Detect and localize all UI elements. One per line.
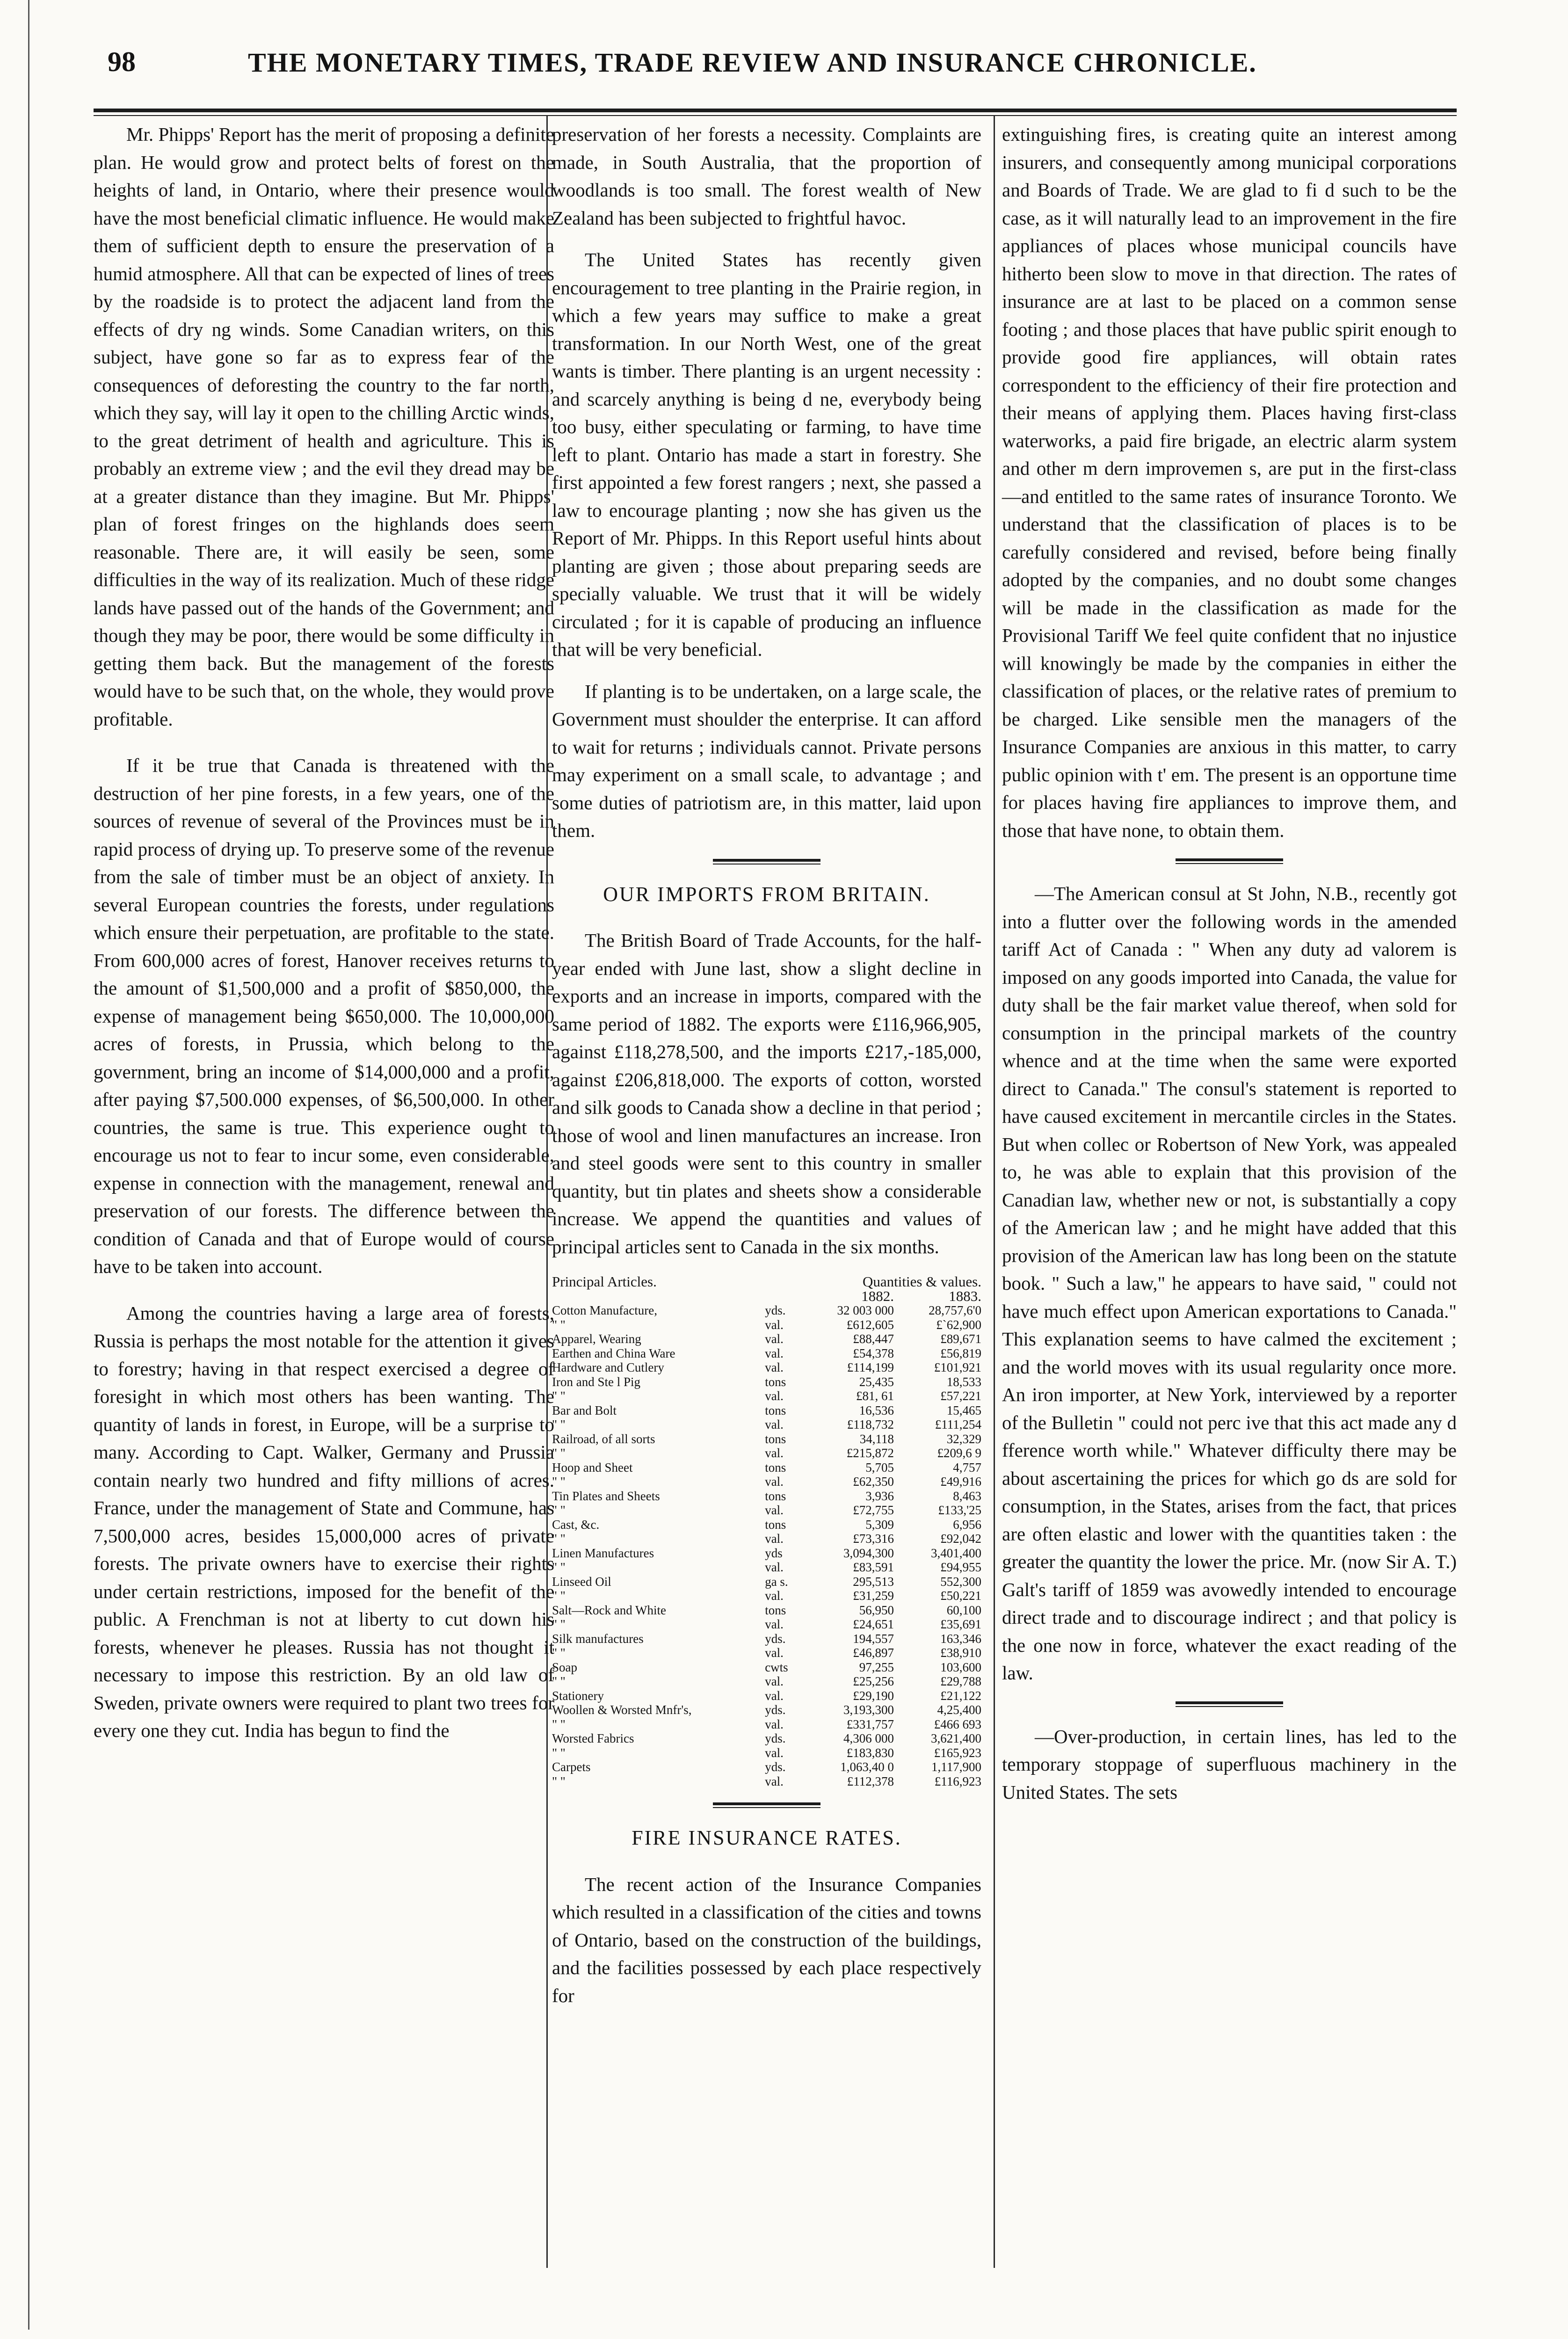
- table-cell-article: Woollen & Worsted Mnfr's,: [552, 1703, 692, 1717]
- page-edge-mark: [28, 0, 29, 2330]
- table-cell-article: " ": [552, 1717, 566, 1731]
- table-cell-1883: £57,221: [940, 1389, 981, 1403]
- section-rule: [1176, 1701, 1283, 1707]
- table-cell-1882: 97,255: [859, 1660, 894, 1674]
- table-cell-unit: ga s.: [765, 1574, 788, 1589]
- table-cell-1883: £38,910: [940, 1646, 981, 1660]
- table-row: [552, 1518, 981, 1532]
- table-cell-unit: val.: [765, 1560, 784, 1574]
- table-cell-1883: 163,346: [940, 1631, 981, 1646]
- table-cell-article: Salt—Rock and White: [552, 1603, 666, 1617]
- table-cell-1883: 15,465: [946, 1403, 981, 1417]
- table-cell-article: Railroad, of all sorts: [552, 1431, 655, 1446]
- table-cell-article: " ": [552, 1417, 566, 1431]
- table-cell-1883: £111,254: [935, 1417, 981, 1431]
- table-cell-1883: £35,691: [940, 1617, 981, 1631]
- table-cell-article: " ": [552, 1475, 566, 1489]
- table-cell-1882: £62,350: [853, 1475, 894, 1489]
- table-cell-1882: 5,705: [865, 1460, 894, 1475]
- section-title-fire-insurance: FIRE INSURANCE RATES.: [632, 1826, 902, 1849]
- table-cell-1883: £94,955: [940, 1560, 981, 1574]
- table-cell-1882: £183,830: [846, 1745, 894, 1760]
- table-cell-1882: 25,435: [859, 1374, 894, 1389]
- table-header-1883: 1883.: [949, 1287, 981, 1304]
- table-cell-unit: val.: [765, 1674, 784, 1688]
- page-number: 98: [108, 46, 136, 77]
- table-row: [552, 1318, 981, 1332]
- table-cell-1882: 3,936: [865, 1489, 894, 1503]
- table-row: [552, 1560, 981, 1575]
- table-cell-article: " ": [552, 1774, 566, 1788]
- table-cell-article: " ": [552, 1389, 566, 1403]
- table-row: [552, 1489, 981, 1504]
- table-row: [552, 1446, 981, 1460]
- table-cell-unit: val.: [765, 1688, 784, 1703]
- table-header-group: Quantities & values.: [863, 1273, 981, 1290]
- table-cell-1882: £112,378: [847, 1774, 894, 1788]
- table-row: [552, 1646, 981, 1660]
- section-rule: [1176, 858, 1283, 864]
- table-cell-1883: £`62,900: [936, 1317, 981, 1332]
- table-cell-1883: 28,757,6'0: [929, 1303, 981, 1317]
- table-cell-unit: yds.: [765, 1731, 786, 1745]
- section-rule: [713, 859, 820, 864]
- column-3: [1002, 121, 1457, 1820]
- table-cell-1883: 4,25,400: [937, 1703, 981, 1717]
- header-rule-thick: [94, 109, 1457, 112]
- table-row: [552, 1375, 981, 1389]
- table-cell-unit: val.: [765, 1745, 784, 1760]
- table-cell-1882: £72,755: [853, 1503, 894, 1517]
- table-cell-unit: val.: [765, 1503, 784, 1517]
- paragraph: If it be true that Canada is threatened with the destruction of her pine forests, in a few years, one of the sources of revenue of several of the Provinces must be in rapid process of drying up. To preserve some of the revenue from the sale of timber must be an object of anxiety. In several European countries the forests, under regulations which ensure their perpetuation, are profitable to the state. From 600,000 acres of forest, Hanover receives returns to the amount of $1,500,000 and a profit of $850,000, the expense of management being $650,000. The 10,000,000 acres of forests, in Prussia, which belong to the government, bring an income of $14,000,000 and a profit, after paying $7,500.000 expenses, of $6,500,000. In other countries, the same is true. This experience ought to encourage us not to fear to incur some, even considerable, expense in connection with the management, renewal and preservation of our forests. The difference between the condition of Canada and that of Europe would of course have to be taken into account.: [94, 755, 554, 1277]
- table-cell-1882: £114,199: [847, 1360, 894, 1374]
- table-cell-1883: 3,621,400: [931, 1731, 981, 1745]
- table-row: [552, 1774, 981, 1789]
- table-cell-article: Iron and Ste l Pig: [552, 1374, 640, 1389]
- table-cell-unit: tons: [765, 1489, 786, 1503]
- table-cell-article: Silk manufactures: [552, 1631, 644, 1646]
- table-cell-1883: £29,788: [940, 1674, 981, 1688]
- table-row: [552, 1746, 981, 1760]
- table-cell-1883: 6,956: [953, 1517, 981, 1532]
- table-row: [552, 1360, 981, 1375]
- table-cell-1882: £331,757: [846, 1717, 894, 1731]
- table-cell-1883: £21,122: [940, 1688, 981, 1703]
- table-row: [552, 1475, 981, 1489]
- table-cell-article: Worsted Fabrics: [552, 1731, 634, 1745]
- paragraph: Mr. Phipps' Report has the merit of proposing a definite plan. He would grow and protect belts of forest on the heights of land, in Ontario, where their presence would have the most beneficial climatic influence. He would make them of sufficient depth to ensure the preservation of a humid atmosphere. All that can be expected of lines of trees by the roadside is to protect the adjacent land from the effects of dry ng winds. Some Canadian writers, on this subject, have gone so far as to express fear of the consequences of deforesting the country to the far north, which they say, will lay it open to the chilling Arctic winds, to the great detriment of health and agriculture. This is probably an extreme view ; and the evil they dread may be at a greater distance than they imagine. But Mr. Phipps' plan of forest fringes on the highlands does seem reasonable. There are, it will easily be seen, some difficulties in the way of its realization. Much of these ridge lands have passed out of the hands of the Government; and though they may be poor, there would be some difficulty in getting them back. But the management of the forests would have to be such that, on the whole, they would prove profitable.: [94, 123, 554, 730]
- table-cell-1882: £24,651: [853, 1617, 894, 1631]
- paragraph: preservation of her forests a necessity. Complaints are made, in South Australia, that the proportion of woodlands is too small. The forest wealth of New Zealand has been subjected to frightful havoc.: [552, 123, 981, 229]
- table-cell-1882: 3,094,300: [843, 1546, 894, 1560]
- table-cell-article: Hardware and Cutlery: [552, 1360, 664, 1374]
- table-cell-article: Bar and Bolt: [552, 1403, 617, 1417]
- table-cell-unit: tons: [765, 1460, 786, 1475]
- table-cell-unit: val.: [765, 1360, 784, 1374]
- table-cell-unit: yds.: [765, 1631, 786, 1646]
- table-cell-article: " ": [552, 1589, 566, 1603]
- table-cell-article: Stationery: [552, 1688, 604, 1703]
- table-cell-1882: £31,259: [853, 1589, 894, 1603]
- table-cell-unit: val.: [765, 1389, 784, 1403]
- table-cell-article: " ": [552, 1646, 566, 1660]
- table-cell-unit: tons: [765, 1431, 786, 1446]
- table-row: [552, 1603, 981, 1618]
- table-cell-1882: £83,591: [853, 1560, 894, 1574]
- page-header: [108, 41, 1450, 93]
- table-row: [552, 1389, 981, 1403]
- table-row: [552, 1589, 981, 1603]
- table-cell-1883: 18,533: [946, 1374, 981, 1389]
- header-rule-thin: [94, 115, 1457, 116]
- table-row: [552, 1432, 981, 1446]
- table-cell-unit: yds.: [765, 1703, 786, 1717]
- table-row: [552, 1303, 981, 1318]
- table-row: [552, 1575, 981, 1589]
- table-cell-article: Tin Plates and Sheets: [552, 1489, 660, 1503]
- page-title: THE MONETARY TIMES, TRADE REVIEW AND INSURANCE CHRONICLE.: [248, 47, 1257, 78]
- table-cell-unit: val.: [765, 1317, 784, 1332]
- table-cell-1882: 295,513: [853, 1574, 894, 1589]
- paragraph: The recent action of the Insurance Companies which resulted in a classification of the cities and towns of Ontario, based on the construction of the buildings, and the facilities possessed by each place respectively for: [552, 1873, 981, 2006]
- table-cell-1883: £466 693: [934, 1717, 981, 1731]
- table-cell-unit: yds.: [765, 1760, 786, 1774]
- paragraph: extinguishing fires, is creating quite an interest among insurers, and consequently among municipal corporations and Boards of Trade. We are glad to fi d such to be the case, as it will naturally lead to an improvement in the fire appliances of places whose municipal councils have hitherto been slow to move in that direction. The rates of insurance are at last to be placed on a common sense footing ; and those places that have public spirit enough to provide good fire appliances, will obtain rates correspondent to the efficiency of their fire protection and their means of applying them. Places having first-class waterworks, a paid fire brigade, an electric alarm system and other m dern improvemen s, are put in the first-class —and entitled to the same rates of insurance Toronto. We understand that the classification of places is to be carefully considered and revised, before being finally adopted by the companies, and no doubt some changes will be made in the classification as made for the Provisional Tariff We feel quite confident that no injustice will knowingly be made by the companies in either the classification of places, or the relative rates of premium to be charged. Like sensible men the managers of the Insurance Companies are anxious in this matter, to carry public opinion with t' em. The present is an opportune time for places having fire appliances to improve them, and those that have none, to obtain them.: [1002, 123, 1457, 841]
- table-cell-1882: £118,732: [847, 1417, 894, 1431]
- table-cell-1883: £89,671: [940, 1332, 981, 1346]
- table-row: [552, 1346, 981, 1361]
- table-cell-unit: val.: [765, 1346, 784, 1360]
- table-cell-1882: 32 003 000: [837, 1303, 894, 1317]
- table-cell-1882: £46,897: [853, 1646, 894, 1660]
- table-cell-1883: £101,921: [934, 1360, 981, 1374]
- table-cell-1883: £92,042: [940, 1532, 981, 1546]
- imports-table: [552, 1275, 981, 1788]
- paragraph: —Over-production, in certain lines, has led to the temporary stoppage of superfluous machinery in the United States. The sets: [1002, 1725, 1457, 1803]
- table-cell-1882: £73,316: [853, 1532, 894, 1546]
- column-2: [552, 121, 981, 2024]
- table-row: [552, 1703, 981, 1717]
- table-row: [552, 1503, 981, 1518]
- table-cell-unit: cwts: [765, 1660, 788, 1674]
- table-cell-1882: £215,872: [846, 1446, 894, 1460]
- table-cell-1882: 1,063,40 0: [840, 1760, 894, 1774]
- table-cell-unit: val.: [765, 1446, 784, 1460]
- table-cell-article: Earthen and China Ware: [552, 1346, 675, 1360]
- table-cell-unit: val.: [765, 1774, 784, 1788]
- table-cell-1883: 8,463: [953, 1489, 981, 1503]
- table-cell-unit: tons: [765, 1403, 786, 1417]
- table-cell-1883: 32,329: [946, 1431, 981, 1446]
- table-cell-article: Soap: [552, 1660, 577, 1674]
- table-cell-1883: £133,'25: [938, 1503, 981, 1517]
- table-row: [552, 1689, 981, 1703]
- table-cell-1882: £88,447: [853, 1332, 894, 1346]
- table-row: [552, 1717, 981, 1732]
- table-row: [552, 1674, 981, 1689]
- table-row: [552, 1403, 981, 1418]
- table-cell-article: " ": [552, 1317, 566, 1332]
- table-row: [552, 1532, 981, 1546]
- table-cell-article: " ": [552, 1503, 566, 1517]
- column-1: [94, 121, 554, 1759]
- table-cell-unit: val.: [765, 1617, 784, 1631]
- table-cell-article: " ": [552, 1617, 566, 1631]
- table-cell-unit: tons: [765, 1603, 786, 1617]
- table-cell-1883: £56,819: [940, 1346, 981, 1360]
- table-row: [552, 1546, 981, 1561]
- paragraph: Among the countries having a large area of forests, Russia is perhaps the most notable for the attention it gives to forestry; having in that respect exercised a degree of foresight in which most others has been wanting. The quantity of lands in forest, in Europe, will be a surprise to many. According to Capt. Walker, Germany and Prussia contain nearly two hundred and fifty millions of acres. France, under the management of State and Commune, has 7,500,000 acres, besides 15,000,000 acres of private forests. The private owners have to exercise their rights under certain restrictions, imposed for the benefit of the public. A Frenchman is not at liberty to cut down his forests, whenever he pleases. Russia has not thought it necessary to impose this restriction. By an old law of Sweden, private owners were required to plant two trees for every one they cut. India has begun to find the: [94, 1302, 554, 1741]
- table-cell-1883: £116,923: [934, 1774, 981, 1788]
- table-cell-1882: 3,193,300: [843, 1703, 894, 1717]
- table-row: [552, 1760, 981, 1774]
- table-cell-1882: 4,306 000: [843, 1731, 894, 1745]
- table-cell-unit: tons: [765, 1374, 786, 1389]
- table-cell-article: Cast, &c.: [552, 1517, 600, 1532]
- table-cell-1882: £29,190: [853, 1688, 894, 1703]
- table-cell-unit: yds.: [765, 1303, 786, 1317]
- table-cell-article: " ": [552, 1446, 566, 1460]
- table-cell-article: " ": [552, 1745, 566, 1760]
- table-row: [552, 1617, 981, 1632]
- table-cell-unit: val.: [765, 1717, 784, 1731]
- table-cell-1882: £612,605: [846, 1317, 894, 1332]
- table-cell-1883: 552,300: [940, 1574, 981, 1589]
- table-cell-1883: 1,117,900: [931, 1760, 981, 1774]
- table-cell-1882: 5,309: [865, 1517, 894, 1532]
- table-row: [552, 1660, 981, 1675]
- table-cell-1883: £165,923: [934, 1745, 981, 1760]
- table-cell-unit: yds: [765, 1546, 783, 1560]
- paragraph: The United States has recently given encouragement to tree planting in the Prairie region, in which a few years may suffice to make a great transformation. In our North West, one of the great wants is timber. There planting is an urgent necessity : and scarcely anything is being d ne, everybody being too busy, either speculating or farming, to have time left to plant. Ontario has made a start in forestry. She first appointed a few forest rangers ; next, she passed a law to encourage planting ; now she has given us the Report of Mr. Phipps. In this Report useful hints about planting are given ; those about preparing seeds are specially valuable. We trust that it will be widely circulated ; for it is capable of producing an influence that will be very beneficial.: [552, 249, 981, 660]
- table-cell-1882: 16,536: [859, 1403, 894, 1417]
- table-cell-unit: val.: [765, 1532, 784, 1546]
- table-cell-article: Linen Manufactures: [552, 1546, 654, 1560]
- table-row: [552, 1632, 981, 1646]
- table-cell-1883: 103,600: [940, 1660, 981, 1674]
- table-cell-article: " ": [552, 1532, 566, 1546]
- table-cell-1882: £81, 61: [856, 1389, 894, 1403]
- table-cell-1882: £54,378: [853, 1346, 894, 1360]
- table-cell-unit: val.: [765, 1417, 784, 1431]
- table-cell-article: Linseed Oil: [552, 1574, 611, 1589]
- table-cell-1883: 60,100: [946, 1603, 981, 1617]
- table-header-1882: 1882.: [861, 1287, 894, 1304]
- table-cell-1882: 194,557: [853, 1631, 894, 1646]
- table-cell-1883: 3,401,400: [931, 1546, 981, 1560]
- table-row: [552, 1460, 981, 1475]
- paragraph: —The American consul at St John, N.B., recently got into a flutter over the following words in the amended tariff Act of Canada : " When any duty ad valorem is imposed on any goods imported into Canada, the value for duty shall be the fair market value thereof, when sold for consumption in the principal markets of the country whence and at the time when the same were exported direct to Canada." The consul's statement is reported to have caused excitement in mercantile circles in the States. But when collec or Robertson of New York, was appealed to, he was able to explain that this provision of the Canadian law, whether new or not, is substantially a copy of the American law ; and he might have added that this provision of the American law has long been on the statute book. " Such a law," he appears to have said, " could not have much effect upon American exportations to Canada." This explanation seems to have calmed the excitement ; and the world moves with its usual regularity once more. An iron importer, at New York, interviewed by a reporter of the Bulletin " could not perc ive that this act made any d fference worth while." Whatever difficulty there may be about ascertaining the prices for which go ds are sold for consumption, in the States, arises from the fact, that prices are often elastic and lower with the quantities taken : the greater the quantity the lower the price. Mr. (now Sir A. T.) Galt's tariff of 1859 was avowedly intended to encourage direct trade and to discourage indirect ; and that policy is the one now in force, whatever the exact reading of the law.: [1002, 883, 1457, 1684]
- table-cell-article: Apparel, Wearing: [552, 1332, 641, 1346]
- table-cell-1883: 4,757: [953, 1460, 981, 1475]
- table-cell-article: Cotton Manufacture,: [552, 1303, 657, 1317]
- table-cell-unit: val.: [765, 1332, 784, 1346]
- table-row: [552, 1417, 981, 1432]
- table-cell-article: " ": [552, 1560, 566, 1574]
- table-cell-unit: val.: [765, 1475, 784, 1489]
- section-title-imports: OUR IMPORTS FROM BRITAIN.: [603, 882, 930, 906]
- table-cell-unit: tons: [765, 1517, 786, 1532]
- table-cell-1883: £50,221: [940, 1589, 981, 1603]
- imports-table-body: [552, 1303, 981, 1788]
- column-divider-2: [994, 116, 995, 2268]
- table-cell-1882: 34,118: [859, 1431, 894, 1446]
- table-cell-unit: val.: [765, 1589, 784, 1603]
- table-row: [552, 1731, 981, 1746]
- table-cell-unit: val.: [765, 1646, 784, 1660]
- paragraph: The British Board of Trade Accounts, for the half-year ended with June last, show a slight decline in exports and an increase in imports, compared with the same period of 1882. The exports were £116,966,905, against £118,278,500, and the imports £217,-185,000, against £206,818,000. The exports of cotton, worsted and silk goods to Canada show a decline in that period ; those of wool and linen manufactures an increase. Iron and steel goods were sent to this country in smaller quantity, but tin plates and sheets show a considerable increase. We append the quantities and values of principal articles sent to Canada in the six months.: [552, 930, 981, 1257]
- section-rule: [713, 1802, 820, 1808]
- paragraph: If planting is to be undertaken, on a large scale, the Government must shoulder the enterprise. It can afford to wait for returns ; individuals cannot. Private persons may experiment on a small scale, to advantage ; and some duties of patriotism are, in this matter, laid upon them.: [552, 680, 981, 841]
- table-cell-1882: 56,950: [859, 1603, 894, 1617]
- table-cell-1882: £25,256: [853, 1674, 894, 1688]
- table-row: [552, 1332, 981, 1346]
- table-cell-article: " ": [552, 1674, 566, 1688]
- table-cell-1883: £49,916: [940, 1475, 981, 1489]
- table-cell-1883: £209,6 9: [937, 1446, 981, 1460]
- table-cell-article: Carpets: [552, 1760, 591, 1774]
- table-cell-article: Hoop and Sheet: [552, 1460, 633, 1475]
- table-header-article: Principal Articles.: [552, 1273, 657, 1290]
